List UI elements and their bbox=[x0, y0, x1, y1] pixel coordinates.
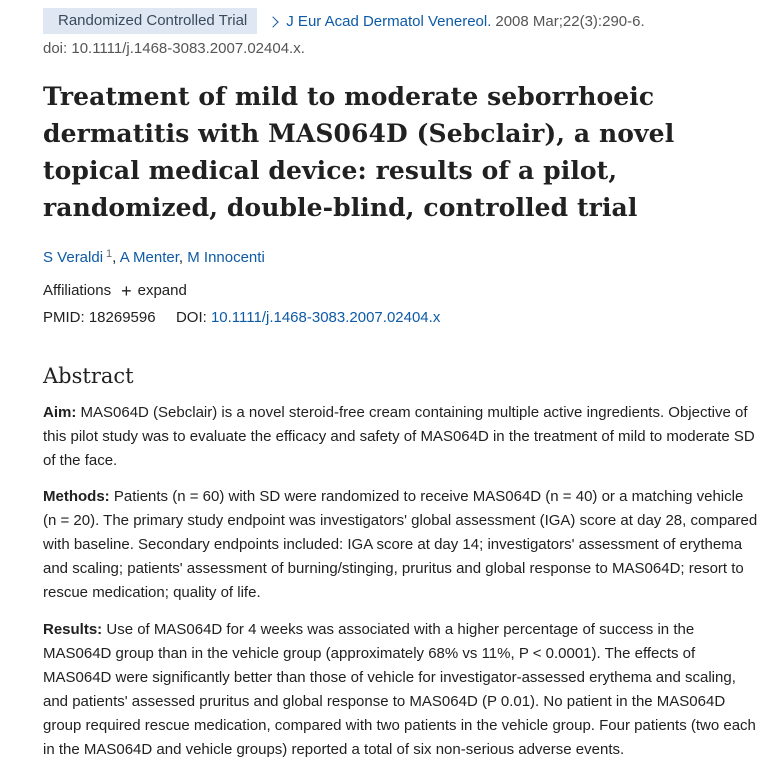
affiliation-ref[interactable]: 1 bbox=[106, 248, 113, 260]
affiliations-row bbox=[43, 280, 187, 302]
identifiers-row bbox=[43, 307, 440, 329]
chevron-right-icon bbox=[268, 16, 279, 27]
section-text: MAS064D (Sebclair) is a novel steroid-free cream containing multiple active ingredients. Objective of this pilot study was to evaluate the efficacy and safety of MAS064D in the treatment of mild to moderate SD of the face. bbox=[43, 404, 755, 469]
abstract-results bbox=[43, 618, 758, 762]
affiliations-label: Affiliations bbox=[43, 282, 112, 299]
author-link[interactable]: M Innocenti bbox=[187, 249, 265, 266]
citation-date: 2008 Mar;22(3):290-6. bbox=[495, 12, 645, 30]
abstract-methods bbox=[43, 485, 758, 605]
publication-type-badge[interactable]: Randomized Controlled Trial bbox=[43, 8, 257, 34]
citation-row bbox=[43, 8, 645, 34]
journal-link[interactable] bbox=[269, 13, 491, 30]
author-separator: , bbox=[178, 249, 188, 266]
section-text: Use of MAS064D for 4 weeks was associated with a higher percentage of success in the MAS064D group than in the vehicle group (approximately 68% vs 11%, P < 0.0001). The effects of MAS064D were significantly better than those of vehicle for investigator-assessed erythema and scaling, and patients' assessed pruritus and global response to MAS064D (P 0.01). No patient in the MAS064D group required rescue medication, compared with two patients in the vehicle group. Four patients (two each in the MAS064D and vehicle groups) reported a total of six non-serious adverse events. bbox=[43, 621, 756, 758]
doi-link[interactable]: 10.1111/j.1468-3083.2007.02404.x bbox=[210, 309, 441, 326]
citation-doi: doi: 10.1111/j.1468-3083.2007.02404.x. bbox=[43, 40, 305, 57]
authors-list bbox=[43, 243, 265, 269]
abstract-heading: Abstract bbox=[43, 364, 134, 388]
author-link[interactable]: S Veraldi bbox=[43, 249, 104, 266]
section-label: Methods: bbox=[43, 488, 110, 505]
expand-label[interactable]: expand bbox=[137, 282, 187, 299]
pmid-value: 18269596 bbox=[88, 309, 156, 326]
page-title: Treatment of mild to moderate seborrhoeic dermatitis with MAS064D (Sebclair), a novel topical medical device: results of a pilot, randomized, double-blind, controlled trial bbox=[43, 82, 675, 222]
author-separator: , bbox=[112, 249, 120, 266]
abstract-aim bbox=[43, 401, 758, 473]
doi-label: DOI: bbox=[175, 309, 207, 326]
author-link[interactable]: A Menter bbox=[119, 249, 179, 266]
section-label: Results: bbox=[43, 621, 103, 638]
section-text: Patients (n = 60) with SD were randomized to receive MAS064D (n = 40) or a matching vehicle (n = 20). The primary study endpoint was investigators' global assessment (IGA) score at day 28, compared with baseline. Secondary endpoints included: IGA score at day 14; investigators' assessment of erythema and scaling; patients' assessment of burning/stinging, pruritus and global response to MAS064D; resort to rescue medication; quality of life. bbox=[43, 488, 758, 601]
pmid-label: PMID: bbox=[43, 309, 85, 326]
plus-icon: + bbox=[121, 281, 132, 301]
section-label: Aim: bbox=[43, 404, 77, 421]
expand-affiliations-button[interactable] bbox=[121, 280, 187, 302]
journal-name[interactable]: J Eur Acad Dermatol Venereol. bbox=[286, 12, 492, 30]
